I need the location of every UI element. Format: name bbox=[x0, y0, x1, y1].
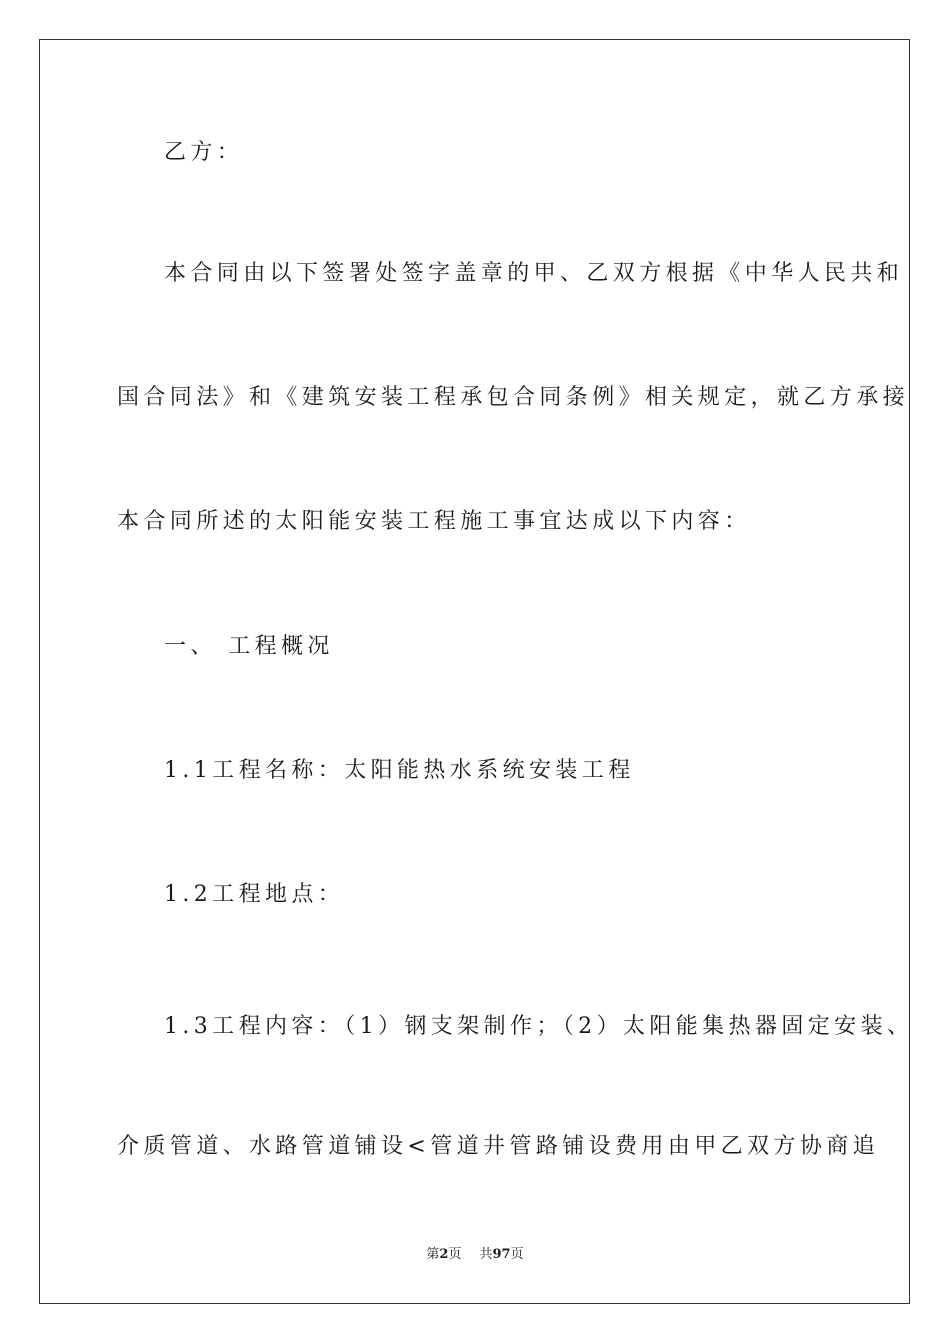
footer-page-suffix: 页 bbox=[448, 1247, 462, 1262]
text-line-intro-2: 国合同法》和《建筑安装工程承包合同条例》相关规定，就乙方承接 bbox=[117, 385, 910, 410]
footer-total-suffix: 页 bbox=[510, 1247, 524, 1262]
footer-total-prefix: 共 bbox=[479, 1247, 493, 1262]
text-line-project-content-2: 介质管道、水路管道铺设<管道井管路铺设费用由甲乙双方协商追 bbox=[117, 1134, 880, 1159]
page-footer bbox=[0, 1246, 950, 1264]
footer-total-pages: 97 bbox=[492, 1247, 511, 1262]
text-line-project-name: 1.1工程名称：太阳能热水系统安装工程 bbox=[164, 758, 635, 783]
text-line-intro-1: 本合同由以下签署处签字盖章的甲、乙双方根据《中华人民共和 bbox=[164, 261, 904, 286]
text-line-intro-3: 本合同所述的太阳能安装工程施工事宜达成以下内容： bbox=[117, 509, 751, 534]
text-line-project-content-1: 1.3工程内容：（1）钢支架制作；（2）太阳能集热器固定安装、 bbox=[164, 1014, 914, 1039]
page-border bbox=[39, 39, 910, 1304]
text-line-party-b: 乙方： bbox=[164, 140, 244, 165]
footer-page-prefix: 第 bbox=[426, 1247, 440, 1262]
section-heading-project-overview: 一、 工程概况 bbox=[164, 634, 334, 659]
footer-page-number: 2 bbox=[439, 1247, 449, 1262]
text-line-project-location: 1.2工程地点： bbox=[164, 882, 345, 907]
